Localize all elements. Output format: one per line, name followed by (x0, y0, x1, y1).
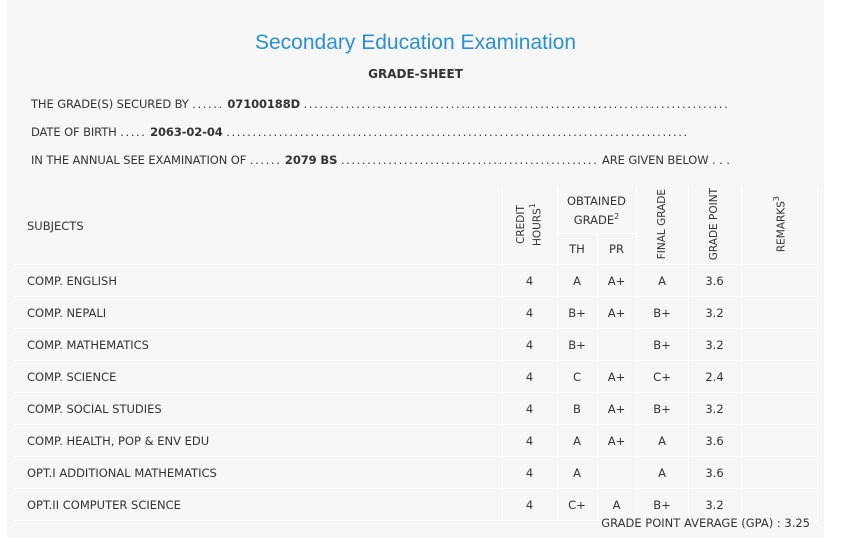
exam-label: IN THE ANNUAL SEE EXAMINATION OF (31, 153, 247, 167)
page-subtitle: GRADE-SHEET (368, 67, 463, 81)
gpa-label: GRADE POINT AVERAGE (GPA) : (601, 516, 781, 530)
subject-cell: OPT.II COMPUTER SCIENCE (14, 489, 502, 521)
credit-cell: 4 (502, 361, 557, 393)
th-grade-cell: C+ (557, 489, 597, 521)
final-grade-cell: B+ (636, 329, 688, 361)
table-row (14, 425, 817, 457)
gpa-value: 3.25 (784, 516, 810, 530)
secured-by-lead-dots: ...... (192, 97, 224, 111)
grade-point-header: GRADE POINT (688, 188, 741, 265)
remarks-cell (741, 425, 817, 457)
final-grade-header: FINAL GRADE (636, 188, 688, 265)
pr-grade-cell: A+ (597, 297, 636, 329)
th-grade-cell: A (557, 265, 597, 297)
dob-lead-dots: ..... (120, 125, 147, 139)
grade-point-cell: 2.4 (688, 361, 741, 393)
remarks-cell (741, 329, 817, 361)
grade-point-cell: 3.2 (688, 329, 741, 361)
dob-trail-dots: ........................................................................................ (226, 125, 689, 139)
table-row (14, 361, 817, 393)
final-grade-cell: A (636, 265, 688, 297)
grade-point-cell: 3.6 (688, 265, 741, 297)
subject-cell: COMP. MATHEMATICS (14, 329, 502, 361)
exam-line (31, 153, 730, 167)
final-grade-cell: B+ (636, 393, 688, 425)
grade-point-cell: 3.2 (688, 297, 741, 329)
grade-point-cell: 3.2 (688, 393, 741, 425)
exam-trail-dots: ................................................. (340, 153, 599, 167)
dob-label: DATE OF BIRTH (31, 125, 117, 139)
pr-grade-cell: A+ (597, 393, 636, 425)
pr-grade-cell: A (597, 489, 636, 521)
remarks-cell (741, 265, 817, 297)
remarks-cell (741, 457, 817, 489)
grade-sheet (7, 0, 824, 538)
subject-cell: COMP. SOCIAL STUDIES (14, 393, 502, 425)
credit-hours-header: CREDIT HOURS$^1$ (502, 188, 557, 265)
subject-cell: COMP. HEALTH, POP & ENV EDU (14, 425, 502, 457)
secured-by-trail-dots: ................................................................................. (303, 97, 730, 111)
grades-table (14, 188, 818, 521)
subject-cell: OPT.I ADDITIONAL MATHEMATICS (14, 457, 502, 489)
table-row (14, 393, 817, 425)
final-grade-cell: B+ (636, 489, 688, 521)
final-grade-cell: A (636, 457, 688, 489)
secured-by-label: THE GRADE(S) SECURED BY (31, 97, 189, 111)
credit-cell: 4 (502, 393, 557, 425)
exam-suffix: ARE GIVEN BELOW . . . (601, 153, 730, 167)
credit-cell: 4 (502, 297, 557, 329)
table-row (14, 329, 817, 361)
final-grade-cell: A (636, 425, 688, 457)
remarks-cell (741, 393, 817, 425)
pr-grade-cell (597, 329, 636, 361)
table-row (14, 297, 817, 329)
table-row (14, 457, 817, 489)
grade-point-cell: 3.6 (688, 425, 741, 457)
page-title: Secondary Education Examination (254, 31, 577, 54)
remarks-cell (741, 297, 817, 329)
pr-grade-cell: A+ (597, 361, 636, 393)
th-grade-cell: B+ (557, 297, 597, 329)
remarks-cell (741, 361, 817, 393)
th-grade-cell: A (557, 457, 597, 489)
credit-cell: 4 (502, 457, 557, 489)
subject-cell: COMP. SCIENCE (14, 361, 502, 393)
th-header: TH (557, 234, 597, 265)
final-grade-cell: B+ (636, 297, 688, 329)
pr-grade-cell: A+ (597, 265, 636, 297)
pr-grade-cell (597, 457, 636, 489)
grade-point-cell: 3.6 (688, 457, 741, 489)
credit-cell: 4 (502, 265, 557, 297)
table-row (14, 265, 817, 297)
subject-cell: COMP. NEPALI (14, 297, 502, 329)
dob-value: 2063-02-04 (150, 125, 223, 139)
exam-lead-dots: ...... (249, 153, 282, 167)
exam-year: 2079 BS (284, 153, 338, 167)
th-grade-cell: B (557, 393, 597, 425)
pr-grade-cell: A+ (597, 425, 636, 457)
subjects-header: SUBJECTS (14, 188, 502, 265)
symbol-number: 07100188D (227, 97, 301, 111)
subject-cell: COMP. ENGLISH (14, 265, 502, 297)
grade-point-cell: 3.2 (688, 489, 741, 521)
obtained-grade-header: OBTAINED GRADE$^2$ (557, 188, 636, 234)
remarks-header: REMARKS$^3$ (741, 188, 817, 265)
credit-cell: 4 (502, 329, 557, 361)
gpa-line (601, 516, 810, 530)
credit-cell: 4 (502, 425, 557, 457)
th-grade-cell: B+ (557, 329, 597, 361)
secured-by-line (31, 97, 729, 111)
pr-header: PR (597, 234, 636, 265)
th-grade-cell: C (557, 361, 597, 393)
grades-table-wrap (14, 188, 817, 521)
dob-line (31, 125, 689, 139)
final-grade-cell: C+ (636, 361, 688, 393)
credit-cell: 4 (502, 489, 557, 521)
th-grade-cell: A (557, 425, 597, 457)
